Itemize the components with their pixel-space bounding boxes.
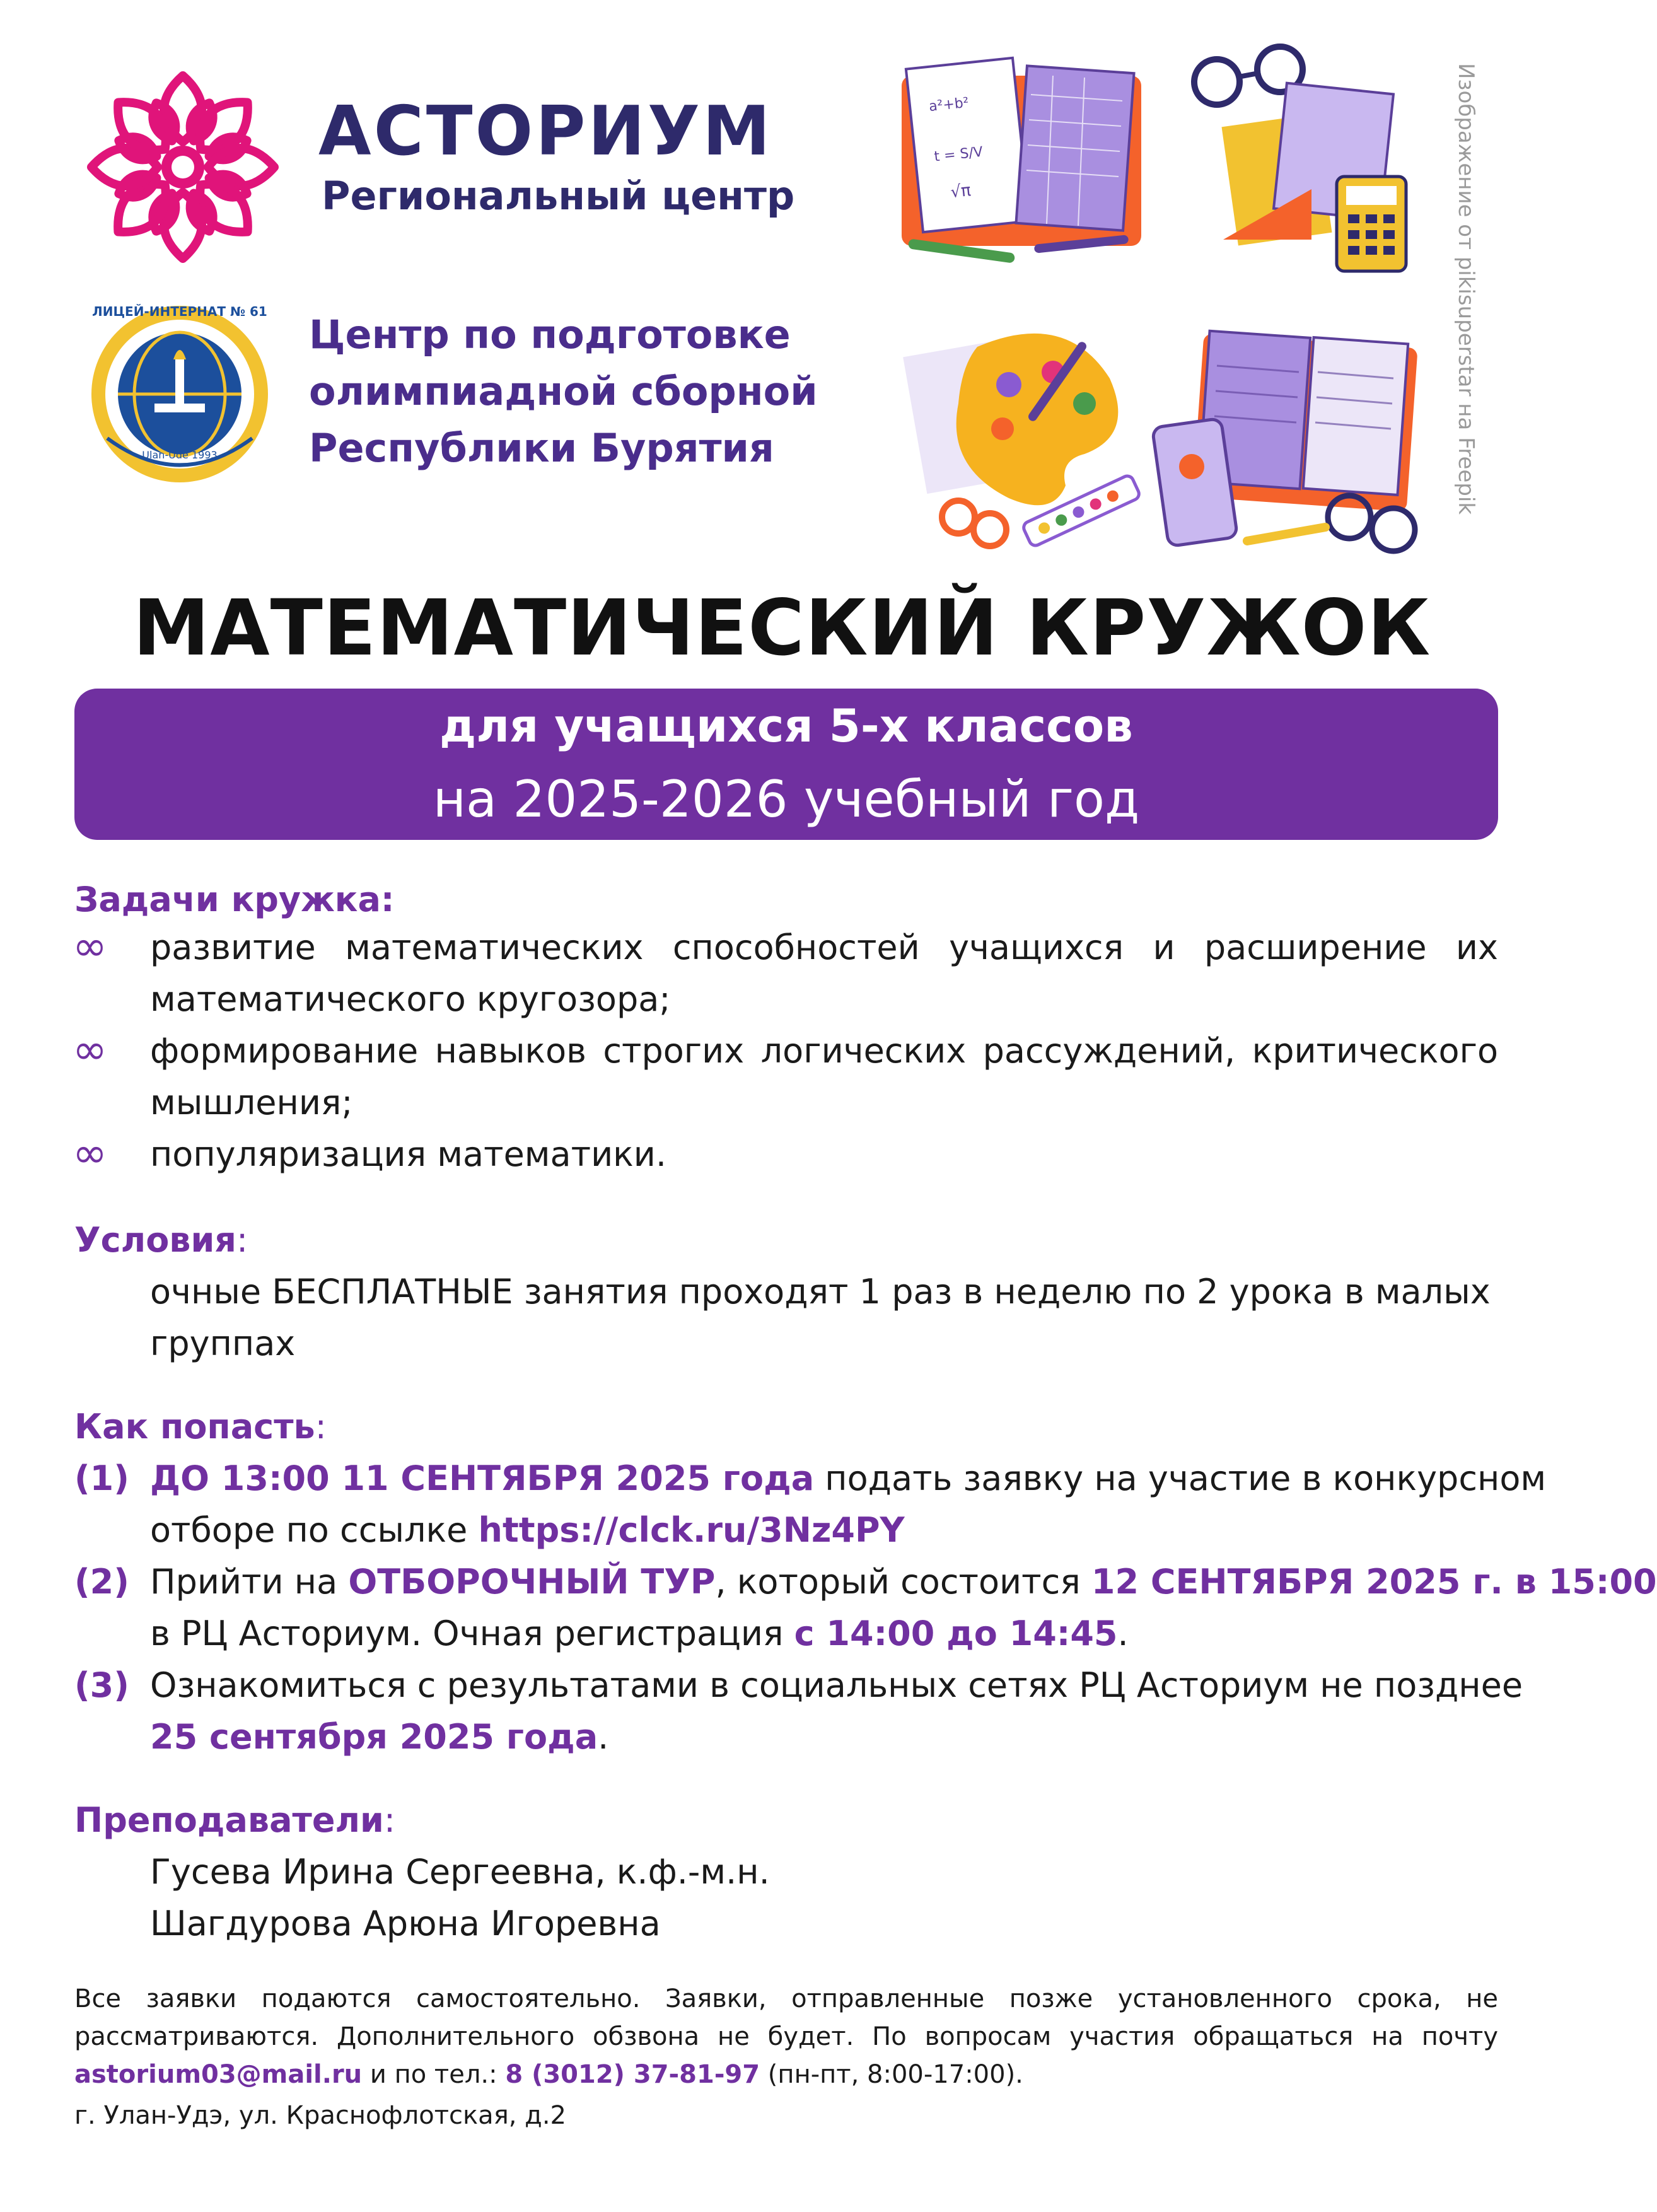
step-3-line2: 25 сентября 2025 года. [150,1717,609,1757]
brand-name: АСТОРИУМ [318,92,773,171]
seal-top-text: ЛИЦЕЙ-ИНТЕРНАТ № 61 [92,304,267,319]
school-seal-icon [88,303,271,486]
seal-bottom-text: Ulan-Ude 1993 [142,449,218,461]
tasks-heading: Задачи кружка: [74,880,395,919]
svg-text:t = S/V: t = S/V [933,144,984,165]
contact-phone: 8 (3012) 37-81-97 [505,2060,760,2089]
brand-subtitle: Региональный центр [322,173,795,219]
step-3-number: (3) [74,1665,129,1705]
conditions-line1: очные БЕСПЛАТНЫЕ занятия проходят 1 раз в неделю по 2 урока в малых [150,1272,1491,1312]
svg-text:√π: √π [950,180,972,202]
application-link[interactable]: https://clck.ru/3Nz4PY [478,1510,905,1550]
contact-email-link[interactable]: astorium03@mail.ru [74,2060,363,2089]
image-credit: Изображение от pikisuperstar на Freepik [1453,63,1479,515]
banner-year: на 2025-2026 учебный год [433,770,1140,829]
step-2-number: (2) [74,1562,129,1602]
center-name-line2: олимпиадной сборной [309,368,818,414]
teacher-name: Шагдурова Арюна Игоревна [150,1904,661,1943]
teachers-heading: Преподаватели: [74,1800,396,1840]
step-2-line1: Прийти на ОТБОРОЧНЫЙ ТУР, который состоится 12 СЕНТЯБРЯ 2025 г. в 15:00 [150,1562,1657,1602]
step-2-line2: в РЦ Асториум. Очная регистрация с 14:00 до 14:45. [150,1614,1129,1653]
how-heading: Как попасть: [74,1407,327,1447]
task-item-3: популяризация математики. [150,1134,667,1174]
infinity-bullet-icon: ∞ [73,1129,107,1177]
footer-line1: Все заявки подаются самостоятельно. Заявки, отправленные позже установленного срока, не [74,1984,1498,2013]
step-1-number: (1) [74,1458,129,1498]
glasses-calculator-illustration-icon [1185,50,1412,277]
center-name-line1: Центр по подготовке [309,311,791,358]
infinity-bullet-icon: ∞ [73,1025,107,1074]
main-title: МАТЕМАТИЧЕСКИЙ КРУЖОК [132,583,1431,673]
planner-phone-illustration-icon [1160,328,1425,561]
astorium-logo-icon [85,69,281,265]
task-item-2-line1: формирование навыков строгих логических рассуждений, критического [150,1031,1498,1071]
svg-text:a²+b²: a²+b² [928,95,970,115]
conditions-heading: Условия: [74,1220,248,1260]
task-item-1-line1: развитие математических способностей учащихся и расширение их [150,928,1498,967]
conditions-line2: группах [150,1324,296,1363]
infinity-bullet-icon: ∞ [73,922,107,970]
center-name-line3: Республики Бурятия [309,425,774,471]
art-palette-illustration-icon [902,309,1160,555]
footer-address: г. Улан-Удэ, ул. Краснофлотская, д.2 [74,2101,566,2130]
task-item-1-line2: математического кругозора; [150,979,671,1019]
step-1-line1: ДО 13:00 11 СЕНТЯБРЯ 2025 года подать заявку на участие в конкурсном [150,1458,1547,1498]
notebook-illustration-icon [889,57,1160,265]
footer-line2: рассматриваются. Дополнительного обзвона не будет. По вопросам участия обращаться на почту [74,2022,1498,2051]
step-3-line1: Ознакомиться с результатами в социальных сетях РЦ Асториум не позднее [150,1665,1523,1705]
footer-contacts: astorium03@mail.ru и по тел.: 8 (3012) 37-81-97 (пн-пт, 8:00-17:00). [74,2060,1023,2089]
task-item-2-line2: мышления; [150,1083,353,1122]
teacher-name: Гусева Ирина Сергеевна, к.ф.-м.н. [150,1852,770,1892]
step-1-line2: отборе по ссылке https://clck.ru/3Nz4PY [150,1510,905,1550]
banner-audience: для учащихся 5-х классов [439,699,1133,752]
